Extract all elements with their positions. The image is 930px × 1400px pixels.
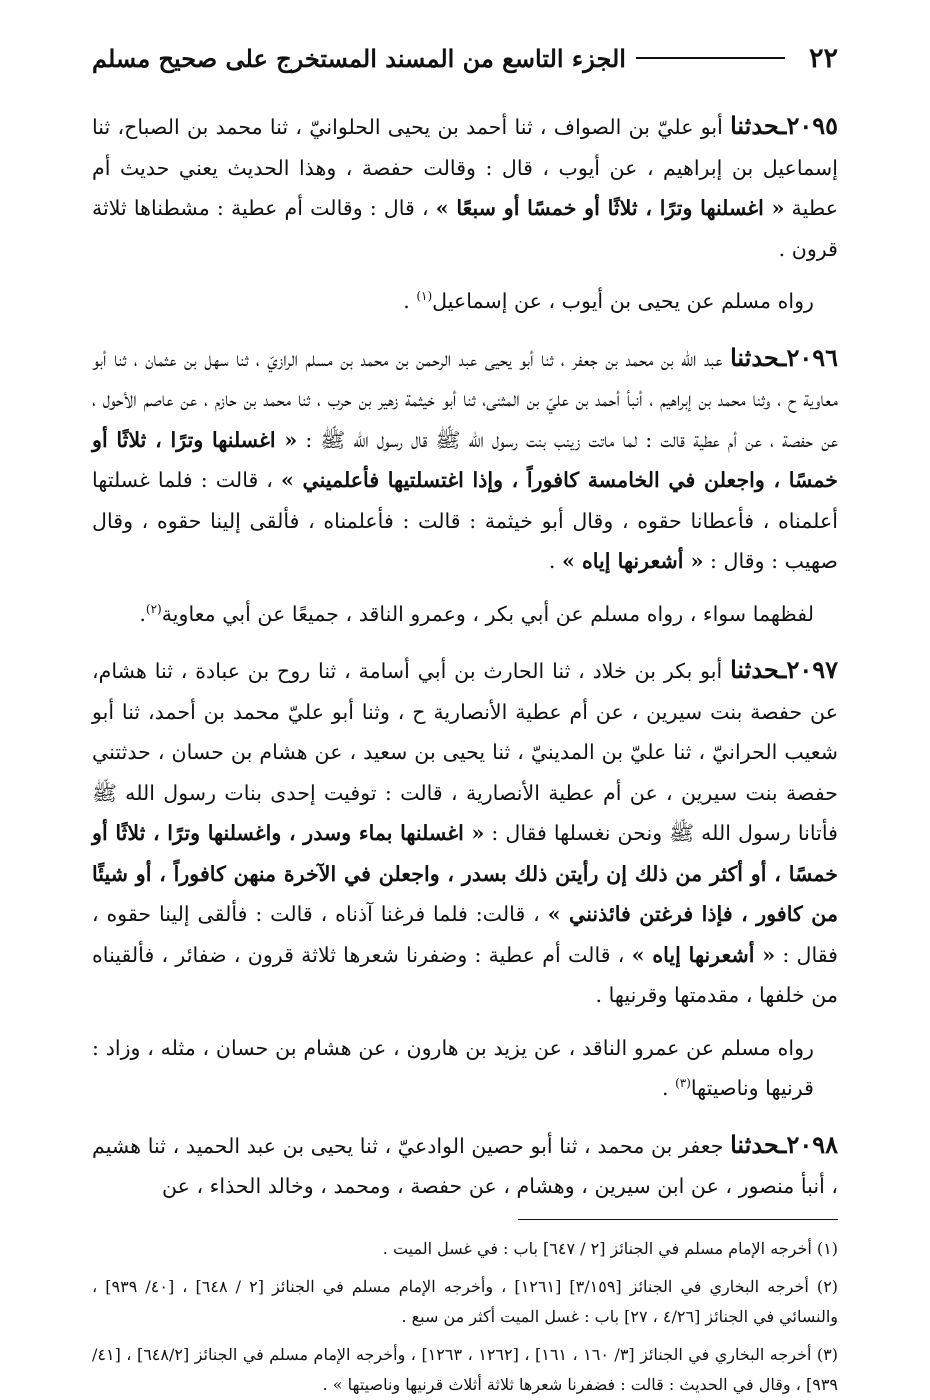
hadith-text: جعفر بن محمد ، ثنا أبو حصين الوادعيّ ، ثنا يحيى بن عبد الحميد ، ثنا هشيم ، أنبأ منصور ، عن ابن سيرين ، وهشام ، عن حفصة ، ومحمد ، وخالد الحذاء ، عن [92, 1133, 838, 1198]
number-dash: ـ [779, 1129, 787, 1159]
footnotes [92, 1234, 838, 1400]
hadith-number: ٢٠٩٦ [786, 342, 838, 372]
hadith-matn: « أشعرنها إياه » [561, 549, 704, 573]
footnote-2: (٢) أخرجه البخاري في الجنائز [٣/١٥٩] [١٢٦١] ، وأخرجه الإمام مسلم في الجنائز [٢ / ٦٤٨] ، [٤٠/ ٩٣٩] ، والنسائي في الجنائز [٤/٢٦ ، ٢٧] باب : غسل الميت أكثر من سبع . [92, 1276, 839, 1326]
riwaya-1 [92, 281, 814, 322]
number-dash: ـ [779, 342, 787, 372]
page-header [92, 38, 838, 78]
riwaya-2 [92, 594, 814, 635]
hadith-number: ٢٠٩٥ [786, 111, 838, 140]
hadith-text: عبد الله بن محمد بن جعفر ، ثنا أبو يحيى عبد الرحمن بن محمد بن مسلم الرازيّ ، ثنا سهل بن عثمان ، ثنا أبو معاوية ح ، وثنا محمد بن إبراهيم ، أنبأ أحمد بن عليّ بن المثنى، ثنا أبو خيثمة زهير بن حرب ، ثنا محمد بن حازم ، عن عاصم الأحول ، عن حفصة ، عن أم عطية قالت : لما ماتت زينب بنت رسول الله ﷺ قال رسول الله ﷺ : [92, 346, 838, 452]
haddathana-label: حدثنا [730, 342, 780, 372]
hadith-text: ، قالت: فلما فرغنا آذناه ، قالت : فألقى إلينا حقوه ، فقال : [92, 902, 839, 967]
riwaya-end: . [661, 1076, 676, 1100]
number-dash: ـ [779, 655, 787, 684]
hadith-number: ٢٠٩٨ [786, 1129, 838, 1159]
footnote-1: (١) أخرجه الإمام مسلم في الجنائز [٢ / ٦٤٧] باب : في غسل الميت . [382, 1238, 838, 1258]
number-dash: ـ [779, 111, 787, 140]
hadith-2098 [92, 1125, 838, 1207]
footnote-3: (٣) أخرجه البخاري في الجنائز [٣/ ١٦٠ ، ١٦١] ، [١٢٦٢ ، ١٢٦٣] ، وأخرجه الإمام مسلم في الجنائز [٦٤٨/٢] ، [٤١/ ٩٣٩] ، وقال في الحديث : قالت : فضفرنا شعرها ثلاثة أثلاث قرنيها وناصيتها » . [92, 1344, 839, 1394]
riwaya-text: لفظهما سواء ، رواه مسلم عن أبي بكر ، وعمرو الناقد ، جميعًا عن أبي معاوية [161, 601, 814, 626]
hadith-2095 [92, 106, 838, 269]
riwaya-end: . [403, 289, 417, 313]
page-number: ٢٢ [808, 42, 838, 74]
footnote-ref: (٣) [675, 1076, 691, 1091]
header-rule [636, 57, 785, 59]
hadith-2096 [92, 338, 838, 582]
hadith-matn: « أشعرنها إياه » [631, 942, 776, 967]
hadith-matn: « اغسلنها وترًا ، ثلاثًا أو خمسًا ، واجعلن في الخامسة كافوراً ، وإذا اغتسلتيها فأعلميني » [92, 427, 838, 492]
riwaya-end: . [139, 601, 146, 626]
footnote-ref: (١) [416, 289, 433, 304]
riwaya-3 [92, 1028, 814, 1109]
running-title: الجزء التاسع من المسند المستخرج على صحيح مسلم [92, 43, 626, 73]
footnote-ref: (٢) [145, 601, 162, 616]
hadith-text: ، قال : وقالت أم عطية : مشطناها ثلاثة قرون . [92, 196, 838, 261]
hadith-text: ، قالت أم عطية : وضفرنا شعرها ثلاثة قرون ، ضفائر ، فألقيناه من خلفها ، مقدمتها وقرنيها . [92, 942, 838, 1007]
hadith-number: ٢٠٩٧ [786, 655, 838, 684]
riwaya-text: رواه مسلم عن عمرو الناقد ، عن يزيد بن هارون ، عن هشام بن حسان ، مثله ، وزاد : قرنيها وناصيتها [92, 1035, 814, 1100]
hadith-text: أبو بكر بن خلاد ، ثنا الحارث بن أبي أسامة ، ثنا روح بن عبادة ، ثنا هشام، عن حفصة بنت سيرين ، عن أم عطية الأنصارية ح ، وثنا أبو عليّ محمد بن أحمد، ثنا أبو شعيب الحرانيّ ، ثنا عليّ بن المدينيّ ، ثنا يحيى بن سعيد ، عن هشام بن حسان ، حدثتني حفصة بنت سيرين ، عن أم عطية الأنصارية ، قالت : توفيت إحدى بنات رسول الله ﷺ فأتانا رسول الله ﷺ ونحن نغسلها فقال : [92, 659, 838, 845]
footnote-rule [518, 1219, 838, 1220]
hadith-text: أبو عليّ بن الصواف ، ثنا أحمد بن يحيى الحلوانيّ ، ثنا محمد بن الصباح، ثنا إسماعيل بن إبراهيم ، عن أيوب ، قال : وقالت حفصة ، وهذا الحديث يعني حديث أم عطية [92, 115, 838, 220]
riwaya-text: رواه مسلم عن يحيى بن أيوب ، عن إسماعيل [432, 289, 814, 313]
haddathana-label: حدثنا [730, 655, 780, 684]
haddathana-label: حدثنا [730, 1129, 780, 1159]
hadith-text: . [548, 549, 562, 573]
hadith-matn: « اغسلنها وترًا ، ثلاثًا أو خمسًا أو سبعًا » [435, 196, 785, 220]
haddathana-label: حدثنا [730, 111, 780, 140]
hadith-text: ، قالت : فلما غسلتها أعلمناه ، فأعطانا حقوه ، وقال أبو خيثمة : قالت : فأعلمناه ، فألقى إلينا حقوه ، وقال صهيب : وقال : [92, 468, 838, 573]
hadith-2097 [92, 650, 838, 1016]
hadith-matn: « اغسلنها بماء وسدر ، واغسلنها وترًا ، ثلاثًا أو خمسًا ، أو أكثر من ذلك إن رأيتن ذلك بسدر ، واجعلن في الآخرة منهن كافوراً ، أو شيئًا من كافور ، فإذا فرغتن فائذنني » [92, 821, 838, 926]
